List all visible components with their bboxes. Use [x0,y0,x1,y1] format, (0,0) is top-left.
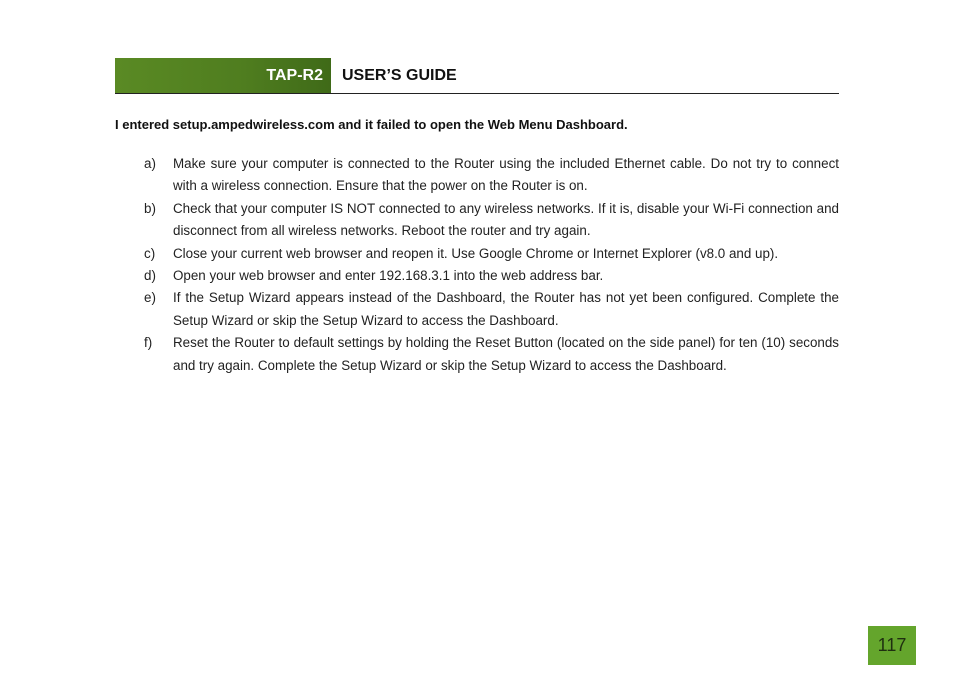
step-e [115,287,839,332]
step-text: Make sure your computer is connected to the Router using the included Ethernet cable. Do not try to connect with a wireless connection. Ensure that the power on the Router is on. [173,156,839,194]
troubleshooting-steps [115,153,839,377]
header-brand-block [115,58,331,93]
step-text: Check that your computer IS NOT connected to any wireless networks. If it is, disable your Wi-Fi connection and disconnect from all wireless networks. Reboot the router and try again. [173,200,839,239]
step-text: Open your web browser and enter 192.168.3.1 into the web address bar. [173,268,604,284]
step-letter: d) [144,268,156,284]
guide-title: USER’S GUIDE [342,67,457,84]
section-question: I entered setup.ampedwireless.com and it failed to open the Web Menu Dashboard. [115,117,628,132]
step-letter: e) [144,290,156,306]
step-b [115,198,839,243]
page-number: 117 [868,626,916,665]
step-a [115,153,839,198]
step-letter: f) [144,335,153,351]
page-header [115,58,839,94]
product-name: TAP-R2 [266,67,323,84]
header-divider [115,93,839,94]
step-c [115,243,839,265]
step-f [115,332,839,377]
step-d [115,265,839,287]
step-letter: b) [144,200,156,216]
step-text: Reset the Router to default settings by holding the Reset Button (located on the side panel) for ten (10) seconds and try again. Complete the Setup Wizard or skip the Setup Wizard to access the Dashboard. [173,335,839,373]
step-text: If the Setup Wizard appears instead of the Dashboard, the Router has not yet been configured. Complete the Setup Wizard or skip the Setup Wizard to access the Dashboard. [173,290,839,328]
step-text: Close your current web browser and reopen it. Use Google Chrome or Internet Explorer (v8.0 and up). [173,245,779,261]
step-letter: c) [144,245,156,261]
step-letter: a) [144,156,156,171]
